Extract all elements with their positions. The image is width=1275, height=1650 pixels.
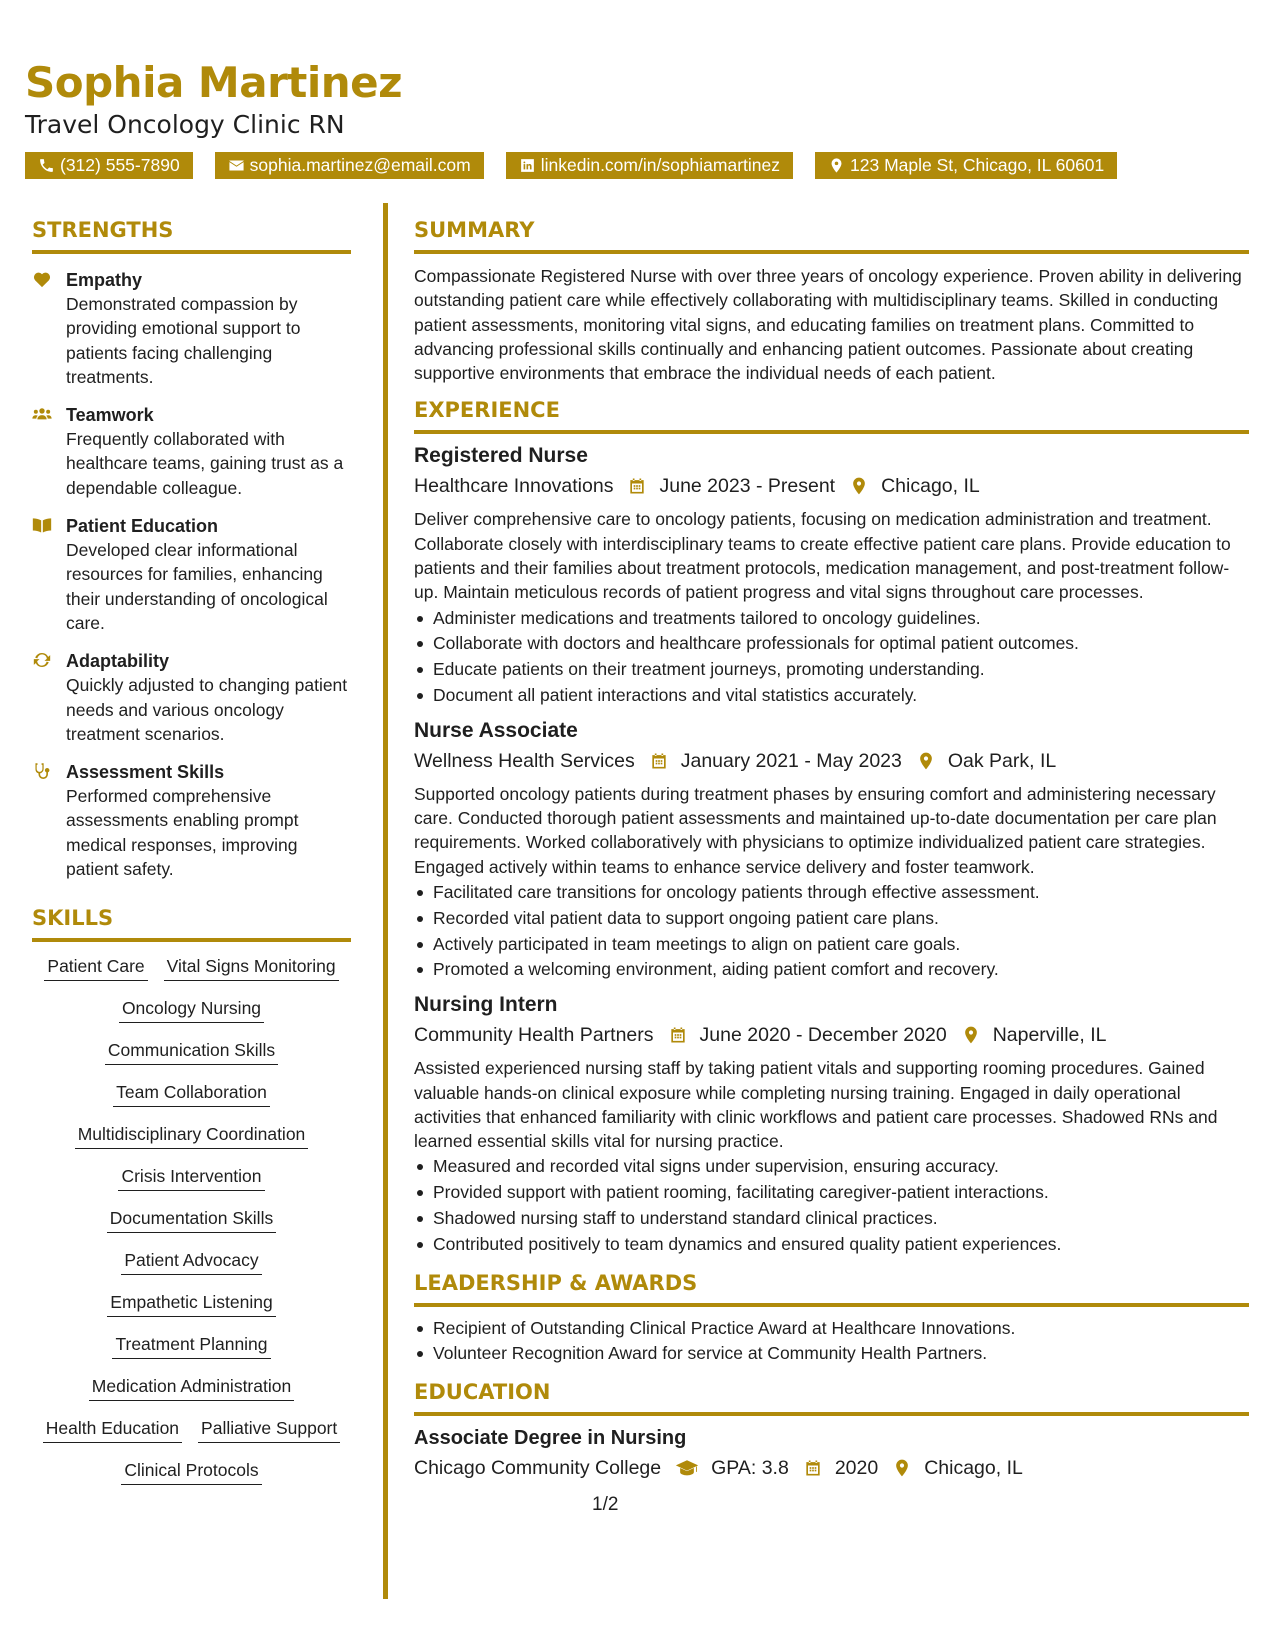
section-rule xyxy=(32,250,351,254)
award-item: Recipient of Outstanding Clinical Practice Award at Healthcare Innovations. xyxy=(414,1316,1249,1342)
job-location: Oak Park, IL xyxy=(947,749,1057,772)
job-company: Healthcare Innovations xyxy=(414,475,614,498)
envelope-icon xyxy=(228,157,245,174)
strength-item xyxy=(32,649,351,746)
page-number: 1/2 xyxy=(592,1494,619,1515)
skill-tag: Vital Signs Monitoring xyxy=(164,954,339,981)
bullet-item: Administer medications and treatments tailored to oncology guidelines. xyxy=(414,606,1249,632)
skill-tag: Clinical Protocols xyxy=(121,1458,261,1485)
job-role: Registered Nurse xyxy=(414,444,588,468)
location-pin-icon xyxy=(961,1025,981,1045)
users-icon xyxy=(32,405,52,423)
awards-list xyxy=(414,1316,1249,1368)
job-meta xyxy=(414,471,1249,501)
experience-heading: EXPERIENCE xyxy=(414,398,560,423)
job-role: Nursing Intern xyxy=(414,993,558,1017)
job-entry xyxy=(414,442,1249,708)
left-column xyxy=(32,218,351,1485)
job-bullets xyxy=(414,880,1249,983)
degree-title: Associate Degree in Nursing xyxy=(414,1427,687,1450)
skill-tag: Documentation Skills xyxy=(107,1206,276,1233)
bullet-item: Educate patients on their treatment journeys, promoting understanding. xyxy=(414,657,1249,683)
bullet-item: Provided support with patient rooming, facilitating caregiver-patient interactions. xyxy=(414,1180,1249,1206)
gpa-value: GPA: 3.8 xyxy=(711,1457,789,1480)
skill-tag: Multidisciplinary Coordination xyxy=(75,1122,309,1149)
award-item: Volunteer Recognition Award for service at Community Health Partners. xyxy=(414,1341,1249,1367)
bullet-item: Promoted a welcoming environment, aiding patient comfort and recovery. xyxy=(414,957,1249,983)
job-location: Chicago, IL xyxy=(881,475,980,498)
calendar-icon xyxy=(627,476,647,496)
skills-list xyxy=(32,954,351,1485)
job-description: Supported oncology patients during treatment phases by ensuring comfort and administering necessary care. Conducted thorough patient assessments and maintained up-to-date documentation per care plan requirements. Worked collaboratively with physicians to optimize individualized patient care strategies. Engaged actively within teams to enhance service delivery and foster teamwork. xyxy=(414,783,1217,877)
job-location: Naperville, IL xyxy=(992,1024,1107,1047)
job-company: Community Health Partners xyxy=(414,1024,654,1047)
calendar-icon xyxy=(803,1458,823,1478)
bullet-item: Collaborate with doctors and healthcare professionals for optimal patient outcomes. xyxy=(414,631,1249,657)
graduation-year: 2020 xyxy=(834,1457,879,1480)
strength-item xyxy=(32,403,351,500)
education-meta xyxy=(414,1453,1249,1483)
strength-desc: Performed comprehensive assessments enabling prompt medical responses, improving patient safety. xyxy=(66,786,299,880)
school-name: Chicago Community College xyxy=(414,1457,662,1480)
phone-chip[interactable] xyxy=(25,152,193,179)
strength-desc: Developed clear informational resources for families, enhancing their understanding of oncological care. xyxy=(66,540,328,633)
section-rule xyxy=(414,1303,1249,1307)
strength-desc: Quickly adjusted to changing patient needs and various oncology treatment scenarios. xyxy=(66,675,348,744)
job-bullets xyxy=(414,606,1249,709)
strength-desc: Demonstrated compassion by providing emotional support to patients facing challenging treatments. xyxy=(66,294,301,387)
phone-icon xyxy=(38,157,55,174)
strength-title: Adaptability xyxy=(66,651,170,672)
location-pin-icon xyxy=(916,751,936,771)
column-divider xyxy=(383,203,388,1599)
job-meta xyxy=(414,1020,1249,1050)
contact-bar xyxy=(25,152,1117,179)
bullet-item: Contributed positively to team dynamics and ensured quality patient experiences. xyxy=(414,1232,1249,1258)
skill-tag: Oncology Nursing xyxy=(119,996,264,1023)
awards-heading: LEADERSHIP & AWARDS xyxy=(414,1270,698,1295)
job-meta xyxy=(414,746,1249,776)
job-dates: June 2023 - Present xyxy=(659,475,836,498)
strength-item xyxy=(32,514,351,635)
section-rule xyxy=(414,1412,1249,1416)
graduation-cap-icon xyxy=(675,1458,699,1478)
skill-tag: Patient Advocacy xyxy=(121,1248,261,1275)
bullet-item: Measured and recorded vital signs under supervision, ensuring accuracy. xyxy=(414,1154,1249,1180)
school-location: Chicago, IL xyxy=(924,1457,1023,1480)
right-column xyxy=(414,218,1249,1483)
summary-heading: SUMMARY xyxy=(414,218,535,242)
job-dates: June 2020 - December 2020 xyxy=(699,1024,947,1047)
section-rule xyxy=(32,938,351,942)
linkedin-chip[interactable] xyxy=(506,152,793,179)
summary-text: Compassionate Registered Nurse with over three years of oncology experience. Proven ability in delivering outstanding patient care while effectively collaborating with multidisciplinary teams. Skilled in conducting patient assessments, monitoring vital signs, and educating families on treatment plans. Committed to advancing professional skills continually and enhancing patient outcomes. Passionate about creating supportive environments that embrace the individual needs of each patient. xyxy=(414,266,1242,384)
strength-title: Teamwork xyxy=(66,405,154,426)
heart-icon xyxy=(32,270,52,288)
bullet-item: Recorded vital patient data to support ongoing patient care plans. xyxy=(414,906,1249,932)
skill-tag: Empathetic Listening xyxy=(107,1290,275,1317)
education-heading: EDUCATION xyxy=(414,1380,551,1405)
section-rule xyxy=(414,430,1249,434)
strengths-heading: STRENGTHS xyxy=(32,218,174,242)
skills-heading: SKILLS xyxy=(32,906,114,931)
strength-desc: Frequently collaborated with healthcare teams, gaining trust as a dependable colleague. xyxy=(66,429,344,498)
job-dates: January 2021 - May 2023 xyxy=(680,749,902,772)
skill-tag: Communication Skills xyxy=(105,1038,278,1065)
education-entry xyxy=(414,1424,1249,1483)
bullet-item: Document all patient interactions and vital statistics accurately. xyxy=(414,683,1249,709)
skill-tag: Treatment Planning xyxy=(112,1332,270,1359)
strength-title: Assessment Skills xyxy=(66,762,225,783)
location-pin-icon xyxy=(892,1458,912,1478)
bullet-item: Shadowed nursing staff to understand standard clinical practices. xyxy=(414,1206,1249,1232)
job-company: Wellness Health Services xyxy=(414,749,635,772)
calendar-icon xyxy=(649,751,669,771)
email-chip[interactable] xyxy=(215,152,484,179)
sync-icon xyxy=(32,651,52,669)
skill-tag: Team Collaboration xyxy=(113,1080,270,1107)
job-role: Nurse Associate xyxy=(414,718,578,742)
job-description: Assisted experienced nursing staff by taking patient vitals and supporting rooming procedures. Gained valuable hands-on clinical exposure while completing nursing training. Engaged in daily operational activities that enhanced familiarity with clinic workflows and patient care processes. Shadowed RNs and learned essential skills vital for nursing practice. xyxy=(414,1058,1218,1152)
address-chip[interactable] xyxy=(815,152,1117,179)
location-pin-icon xyxy=(828,157,845,174)
linkedin-text: linkedin.com/in/sophiamartinez xyxy=(540,155,781,175)
calendar-icon xyxy=(668,1025,688,1045)
phone-text: (312) 555-7890 xyxy=(60,155,180,175)
location-pin-icon xyxy=(849,476,869,496)
linkedin-icon xyxy=(519,157,536,174)
strength-item xyxy=(32,268,351,389)
email-text: sophia.martinez@email.com xyxy=(249,155,471,175)
strength-item xyxy=(32,760,351,881)
skill-tag: Patient Care xyxy=(44,954,147,981)
candidate-name: Sophia Martinez xyxy=(25,58,403,107)
section-rule xyxy=(414,250,1249,254)
address-text: 123 Maple St, Chicago, IL 60601 xyxy=(850,155,1105,175)
book-icon xyxy=(32,516,52,534)
job-title: Travel Oncology Clinic RN xyxy=(25,110,345,139)
job-bullets xyxy=(414,1154,1249,1257)
skill-tag: Medication Administration xyxy=(89,1374,294,1401)
strength-title: Patient Education xyxy=(66,516,219,537)
job-entry xyxy=(414,717,1249,983)
job-description: Deliver comprehensive care to oncology patients, focusing on medication administration and treatment. Collaborate closely with interdisciplinary teams to create effective patient care plans. Provide education to patients and their families about treatment protocols, medication management, and post-treatment follow-up. Maintain meticulous records of patient progress and vital signs throughout care processes. xyxy=(414,509,1231,603)
job-entry xyxy=(414,991,1249,1257)
strength-title: Empathy xyxy=(66,270,143,290)
bullet-item: Actively participated in team meetings to align on patient care goals. xyxy=(414,932,1249,958)
bullet-item: Facilitated care transitions for oncology patients through effective assessment. xyxy=(414,880,1249,906)
skill-tag: Health Education xyxy=(43,1416,182,1443)
stethoscope-icon xyxy=(32,762,52,780)
skill-tag: Palliative Support xyxy=(198,1416,340,1443)
skill-tag: Crisis Intervention xyxy=(118,1164,264,1191)
